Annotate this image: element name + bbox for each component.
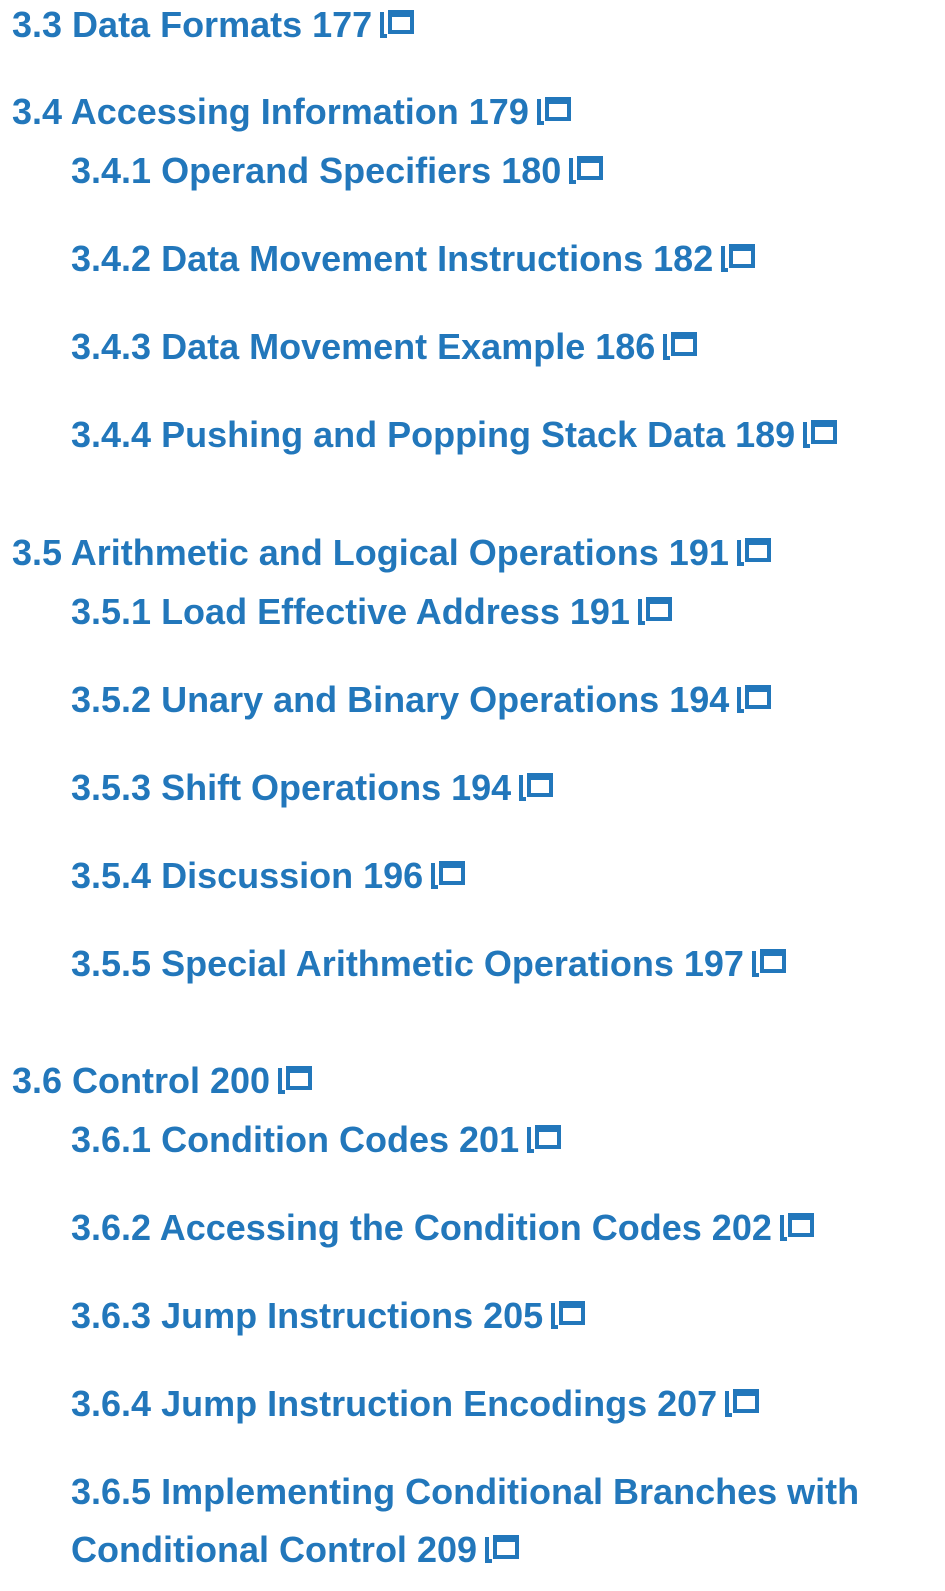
toc-entry-3-3[interactable] (12, 3, 416, 47)
open-in-new-window-icon[interactable] (638, 597, 674, 627)
toc-entry-3-5-5[interactable] (71, 942, 788, 986)
toc-entry-label: 3.4.4 Pushing and Popping Stack Data 189 (71, 414, 796, 455)
open-in-new-window-icon[interactable] (752, 949, 788, 979)
open-in-new-window-icon[interactable] (737, 538, 773, 568)
toc-entry-label: 3.4.3 Data Movement Example 186 (71, 326, 656, 367)
open-in-new-window-icon[interactable] (737, 685, 773, 715)
toc-entry-label: 3.6.2 Accessing the Condition Codes 202 (71, 1207, 772, 1248)
toc-entry-3-6-2[interactable] (71, 1206, 816, 1250)
open-in-new-window-icon[interactable] (721, 244, 757, 274)
toc-entry-3-4-3[interactable] (71, 325, 699, 369)
open-in-new-window-icon[interactable] (569, 156, 605, 186)
toc-entry-3-4[interactable] (12, 90, 573, 134)
open-in-new-window-icon[interactable] (278, 1066, 314, 1096)
toc-entry-label: 3.6.3 Jump Instructions 205 (71, 1295, 544, 1336)
toc-entry-3-5-1[interactable] (71, 590, 674, 634)
toc-entry-label: 3.4 Accessing Information 179 (12, 91, 529, 132)
toc-entry-label: 3.4.1 Operand Specifiers 180 (71, 150, 562, 191)
toc-entry-3-6-3[interactable] (71, 1294, 587, 1338)
open-in-new-window-icon[interactable] (780, 1213, 816, 1243)
toc-entry-3-6-4[interactable] (71, 1382, 761, 1426)
open-in-new-window-icon[interactable] (537, 97, 573, 127)
open-in-new-window-icon[interactable] (725, 1389, 761, 1419)
toc-entry-label: 3.5.4 Discussion 196 (71, 855, 424, 896)
toc-entry-label: 3.6.5 Implementing Conditional Branches with (71, 1471, 860, 1512)
toc-entry-3-5[interactable] (12, 531, 773, 575)
toc-entry-label: 3.5.2 Unary and Binary Operations 194 (71, 679, 730, 720)
toc-entry-label: 3.4.2 Data Movement Instructions 182 (71, 238, 714, 279)
toc-entry-3-4-4[interactable] (71, 413, 839, 457)
open-in-new-window-icon[interactable] (803, 420, 839, 450)
toc-entry-3-5-4[interactable] (71, 854, 467, 898)
open-in-new-window-icon[interactable] (380, 10, 416, 40)
toc-entry-3-4-2[interactable] (71, 237, 757, 281)
toc-entry-label: 3.5.3 Shift Operations 194 (71, 767, 512, 808)
toc-entry-3-5-3[interactable] (71, 766, 555, 810)
toc-entry-3-6-1[interactable] (71, 1118, 563, 1162)
toc-entry-label: 3.5.5 Special Arithmetic Operations 197 (71, 943, 744, 984)
toc-entry-label: 3.6 Control 200 (12, 1060, 271, 1101)
open-in-new-window-icon[interactable] (485, 1535, 521, 1565)
toc-entry-label: 3.6.4 Jump Instruction Encodings 207 (71, 1383, 718, 1424)
toc-entry-3-6[interactable] (12, 1059, 314, 1103)
toc-entry-label: Conditional Control 209 (71, 1529, 478, 1570)
toc-entry-label: 3.6.1 Condition Codes 201 (71, 1119, 520, 1160)
toc-entry-label: 3.3 Data Formats 177 (12, 4, 373, 45)
open-in-new-window-icon[interactable] (527, 1125, 563, 1155)
open-in-new-window-icon[interactable] (519, 773, 555, 803)
toc-entry-3-6-5-line2[interactable] (71, 1528, 521, 1572)
toc-entry-3-5-2[interactable] (71, 678, 773, 722)
open-in-new-window-icon[interactable] (431, 861, 467, 891)
open-in-new-window-icon[interactable] (551, 1301, 587, 1331)
toc-entry-3-6-5-line1[interactable] (71, 1470, 859, 1514)
open-in-new-window-icon[interactable] (663, 332, 699, 362)
toc-entry-label: 3.5 Arithmetic and Logical Operations 191 (12, 532, 729, 573)
toc-entry-label: 3.5.1 Load Effective Address 191 (71, 591, 630, 632)
toc-entry-3-4-1[interactable] (71, 149, 605, 193)
